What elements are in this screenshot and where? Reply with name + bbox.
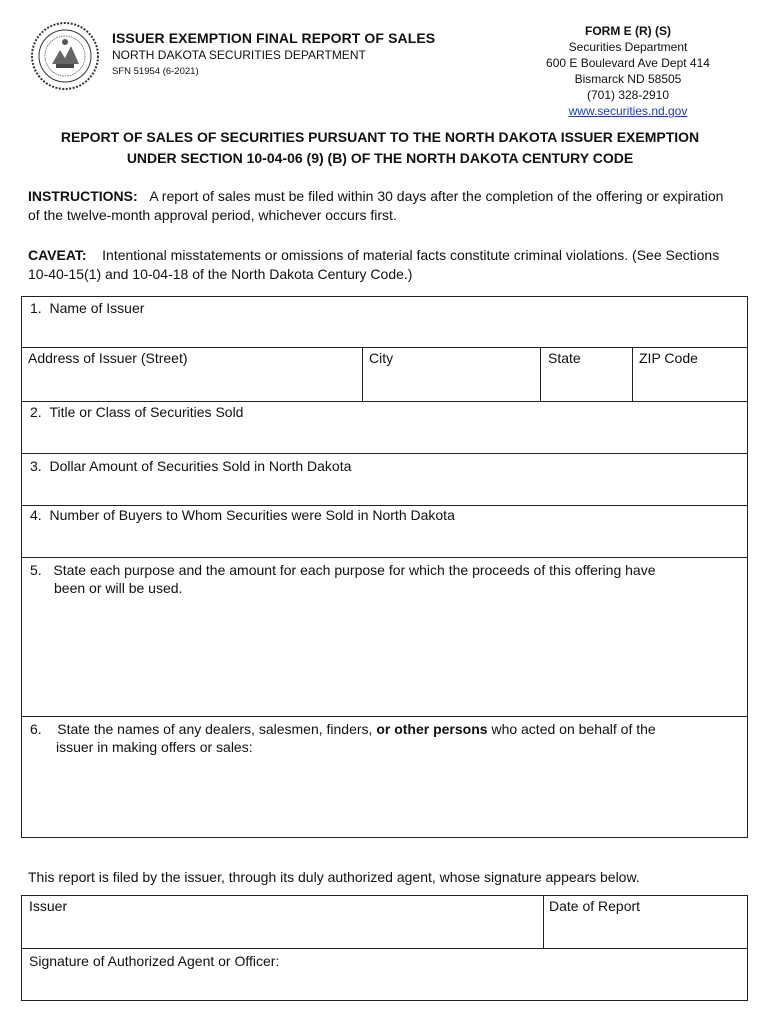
field-number: 2. <box>30 404 42 420</box>
column-divider <box>540 347 541 401</box>
city-field[interactable] <box>369 350 393 366</box>
row-divider <box>21 505 748 506</box>
dealers-salesmen-field[interactable] <box>30 720 742 756</box>
instructions-paragraph <box>28 187 738 225</box>
row-divider <box>21 716 748 717</box>
field-label: Number of Buyers to Whom Securities were Sold in North Dakota <box>49 507 455 523</box>
address-line: Bismarck ND 58505 <box>574 72 682 86</box>
field-label: ZIP Code <box>639 350 698 366</box>
row-divider <box>21 557 748 558</box>
report-title-line: REPORT OF SALES OF SECURITIES PURSUANT TO THE NORTH DAKOTA ISSUER EXEMPTION <box>60 129 700 145</box>
field-label: City <box>369 350 394 366</box>
field-label: Dollar Amount of Securities Sold in North Dakota <box>49 458 352 474</box>
zip-code-field[interactable] <box>639 350 698 366</box>
date-of-report-field[interactable] <box>549 898 640 914</box>
field-label: Signature of Authorized Agent or Officer: <box>29 953 280 969</box>
field-label-emphasis: or other persons <box>376 721 488 737</box>
column-divider <box>632 347 633 401</box>
caveat-paragraph <box>28 246 738 284</box>
field-number: 4. <box>30 507 42 523</box>
website-link[interactable]: www.securities.nd.gov <box>568 104 688 118</box>
address-line: Securities Department <box>568 40 688 54</box>
field-number: 1. <box>30 300 42 316</box>
report-title-line: UNDER SECTION 10-04-06 (9) (B) OF THE NORTH DAKOTA CENTURY CODE <box>126 150 634 166</box>
sfn-number: SFN 51954 (6-2021) <box>112 66 199 77</box>
field-label: Date of Report <box>549 898 641 914</box>
field-label: State the names of any dealers, salesmen, finders, <box>57 721 373 737</box>
state-field[interactable] <box>548 350 581 366</box>
securities-class-field[interactable] <box>30 404 243 420</box>
row-divider <box>21 453 748 454</box>
instructions-text: A report of sales must be filed within 30 days after the completion of the offering or expiration of the twelve-month approval period, whichever occurs first. <box>28 188 724 223</box>
field-label: Name of Issuer <box>49 300 145 316</box>
field-label: who acted on behalf of the <box>491 721 656 737</box>
address-line: 600 E Boulevard Ave Dept 414 <box>546 56 710 70</box>
proceeds-purpose-field[interactable] <box>30 561 742 597</box>
signature-statement: This report is filed by the issuer, through its duly authorized agent, whose signature appears below. <box>28 869 640 885</box>
field-label: Address of Issuer (Street) <box>28 350 188 366</box>
field-label: issuer in making offers or sales: <box>56 739 253 755</box>
caveat-label: CAVEAT: <box>28 247 87 263</box>
field-label: Issuer <box>29 898 68 914</box>
row-divider <box>21 948 748 949</box>
caveat-text: Intentional misstatements or omissions of material facts constitute criminal violations. (See Sections 10-40-15(1) and 10-04-18 of the North Dakota Century Code.) <box>28 247 720 282</box>
row-divider <box>21 401 748 402</box>
form-id: FORM E (R) (S) <box>585 24 671 38</box>
state-seal-icon <box>30 20 100 92</box>
instructions-label: INSTRUCTIONS: <box>28 188 138 204</box>
dollar-amount-field[interactable] <box>30 458 351 474</box>
column-divider <box>362 347 363 401</box>
issuer-signature-field[interactable] <box>29 898 67 914</box>
phone-number: (701) 328-2910 <box>586 88 670 102</box>
field-number: 3. <box>30 458 42 474</box>
column-divider <box>543 895 544 948</box>
field-number: 5. <box>30 562 42 578</box>
number-of-buyers-field[interactable] <box>30 507 455 523</box>
row-divider <box>21 347 748 348</box>
street-address-field[interactable] <box>28 350 188 366</box>
field-text-line <box>30 561 742 579</box>
report-title <box>20 127 740 169</box>
field-number: 6. <box>30 721 42 737</box>
agent-signature-field[interactable] <box>29 953 279 969</box>
form-title: ISSUER EXEMPTION FINAL REPORT OF SALES <box>112 30 436 46</box>
field-label: State each purpose and the amount for each purpose for which the proceeds of this offering have <box>53 562 656 578</box>
department-name: NORTH DAKOTA SECURITIES DEPARTMENT <box>112 48 366 62</box>
field-text-line <box>30 720 742 738</box>
department-address-block <box>520 23 736 119</box>
field-label: been or will be used. <box>54 580 183 596</box>
field-label: Title or Class of Securities Sold <box>49 404 244 420</box>
issuer-name-field[interactable] <box>30 300 144 316</box>
field-label: State <box>548 350 581 366</box>
